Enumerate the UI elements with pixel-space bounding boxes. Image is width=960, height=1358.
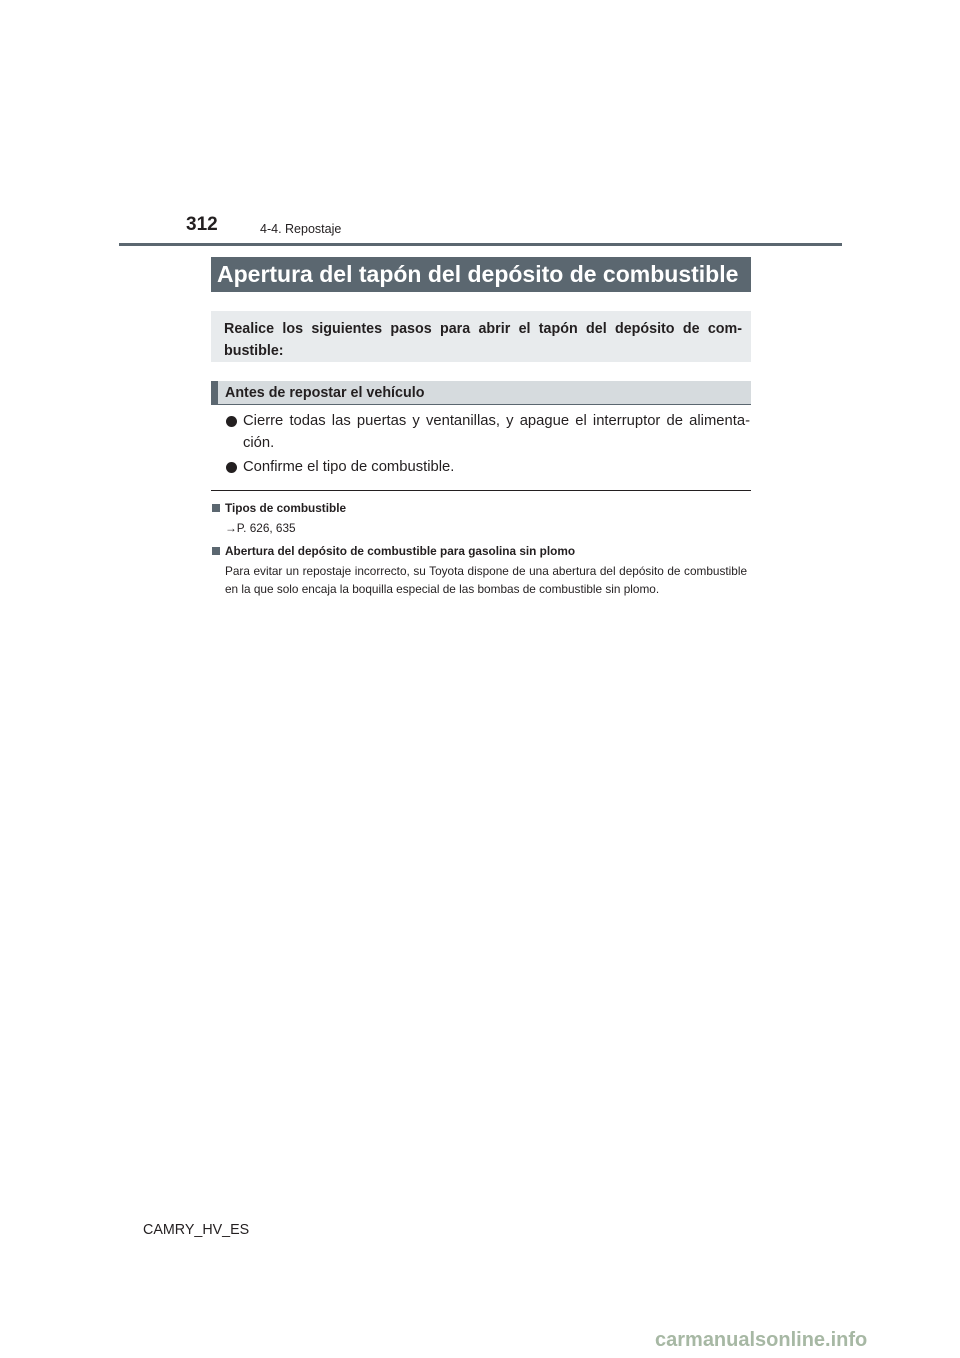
square-bullet-icon <box>212 547 220 555</box>
square-bullet-icon <box>212 504 220 512</box>
header-rule <box>119 243 842 246</box>
bullet-dot-icon <box>226 416 237 427</box>
list-item <box>226 457 750 479</box>
note-title <box>211 543 747 560</box>
subheading-text: Antes de repostar el vehículo <box>225 385 425 401</box>
page-number: 312 <box>186 214 218 235</box>
footer-code: CAMRY_HV_ES <box>143 1222 250 1238</box>
note-reference-link[interactable]: →P. 626, 635 <box>225 521 296 535</box>
page-title: Apertura del tapón del depósito de combustible <box>211 257 751 292</box>
note-fuel-types <box>211 500 747 538</box>
bullet-dot-icon <box>226 462 237 473</box>
subheading-marker <box>211 381 218 405</box>
note-title-text: Tipos de combustible <box>225 501 347 515</box>
note-title <box>211 500 747 517</box>
bullet-list <box>226 411 750 482</box>
list-item-text: Cierre todas las puertas y ventanillas, y apague el interruptor de alimenta-ción. <box>243 413 750 451</box>
note-body: Para evitar un repostaje incorrecto, su Toyota dispone de una abertura del depósito de combustible en la que solo encaja la boquilla especial de las bombas de combustible sin plomo. <box>225 564 747 596</box>
section-label: 4-4. Repostaje <box>260 222 342 236</box>
intro-box <box>211 311 751 362</box>
list-item <box>226 411 750 454</box>
list-item-text: Confirme el tipo de combustible. <box>243 459 455 475</box>
note-title-text: Abertura del depósito de combustible para gasolina sin plomo <box>225 544 576 558</box>
subheading-bar <box>211 381 751 405</box>
watermark: carmanualsonline.info <box>655 1329 868 1351</box>
note-unleaded-opening <box>211 543 747 598</box>
intro-text: Realice los siguientes pasos para abrir el tapón del depósito de com-bustible: <box>224 321 742 359</box>
notes-divider <box>211 490 751 491</box>
